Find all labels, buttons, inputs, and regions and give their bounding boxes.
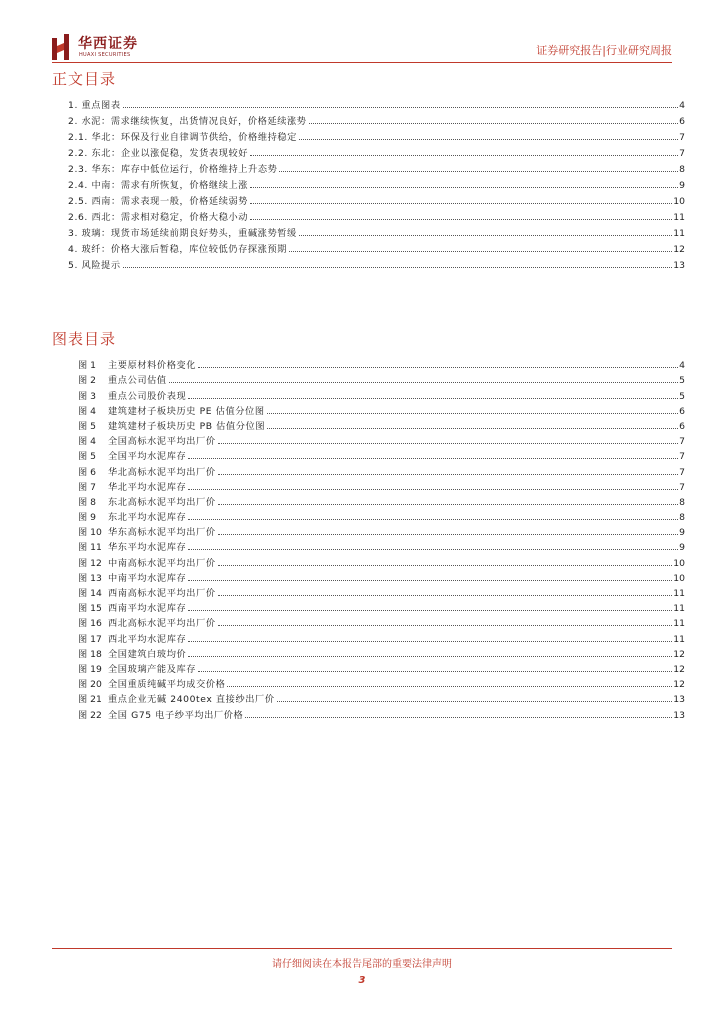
leader-dots <box>188 655 672 657</box>
figure-entry[interactable] <box>78 493 685 508</box>
legal-disclaimer: 请仔细阅读在本报告尾部的重要法律声明 <box>272 959 452 970</box>
toc-entry-label: 1. 重点图表 <box>68 100 121 111</box>
figure-number: 图 7 <box>78 481 96 493</box>
figure-label: 中南平均水泥库存 <box>108 572 187 584</box>
figure-entry[interactable] <box>78 629 685 644</box>
toc-entry[interactable] <box>68 143 685 159</box>
figure-number: 图 18 <box>78 648 102 660</box>
toc-entry-page: 4 <box>679 100 685 111</box>
leader-dots <box>299 234 672 236</box>
figure-entry[interactable] <box>78 584 685 599</box>
figure-page: 5 <box>679 390 685 402</box>
figure-number: 图 4 <box>78 436 96 448</box>
leader-dots <box>198 670 672 672</box>
page-number: 3 <box>358 975 366 986</box>
toc-entry-page: 7 <box>679 148 685 159</box>
leader-dots <box>188 609 672 611</box>
figure-number: 图 11 <box>78 542 102 554</box>
figure-page: 8 <box>679 496 685 508</box>
figure-entry[interactable] <box>78 508 685 523</box>
figures-list <box>78 356 685 721</box>
figure-entry[interactable] <box>78 462 685 477</box>
figure-number: 图 9 <box>78 512 96 524</box>
figure-page: 11 <box>673 603 685 615</box>
figure-number: 图 19 <box>78 663 102 675</box>
figure-label: 全国 G75 电子纱平均出厂价格 <box>108 709 244 721</box>
leader-dots <box>289 250 672 252</box>
leader-dots <box>188 579 672 581</box>
leader-dots <box>250 186 678 188</box>
leader-dots <box>227 685 672 687</box>
huaxi-logo-icon <box>52 34 72 60</box>
figure-number: 图 17 <box>78 633 102 645</box>
toc-entry[interactable] <box>68 111 685 127</box>
figure-page: 7 <box>679 451 685 463</box>
figure-label: 西北平均水泥库存 <box>108 633 187 645</box>
figure-page: 8 <box>679 512 685 524</box>
figure-page: 7 <box>679 481 685 493</box>
logo-text: 华西证券 <box>78 36 138 52</box>
toc-entry-page: 11 <box>673 228 685 239</box>
toc-entry[interactable] <box>68 207 685 223</box>
leader-dots <box>250 154 678 156</box>
leader-dots <box>188 457 678 459</box>
figure-entry[interactable] <box>78 614 685 629</box>
figure-label: 重点公司股价表现 <box>108 390 187 402</box>
figure-number: 图 16 <box>78 618 102 630</box>
leader-dots <box>218 594 673 596</box>
toc-entry-label: 2.3. 华东：库存中低位运行，价格维持上升态势 <box>68 164 278 175</box>
figure-page: 11 <box>673 588 685 599</box>
figures-title: 图表目录 <box>52 330 117 348</box>
toc-entry[interactable] <box>68 159 685 175</box>
page-header <box>0 0 724 70</box>
toc-entry-page: 8 <box>679 164 685 175</box>
header-divider <box>52 62 672 63</box>
figure-label: 华北平均水泥库存 <box>108 481 187 493</box>
figure-entry[interactable] <box>78 417 685 432</box>
figure-label: 东北平均水泥库存 <box>108 512 187 524</box>
toc-entry[interactable] <box>68 255 685 271</box>
figure-label: 建筑建材子板块历史 PE 估值分位图 <box>108 405 265 417</box>
leader-dots <box>218 624 673 626</box>
figure-entry[interactable] <box>78 553 685 568</box>
figure-entry[interactable] <box>78 645 685 660</box>
leader-dots <box>218 503 678 505</box>
figure-label: 全国建筑白玻均价 <box>108 648 187 660</box>
logo-subtext: HUAXI SECURITIES <box>79 52 131 58</box>
leader-dots <box>245 716 672 718</box>
toc-entry[interactable] <box>68 175 685 191</box>
leader-dots <box>218 564 673 566</box>
figure-entry[interactable] <box>78 690 685 705</box>
toc-entry-label: 2.2. 东北：企业以涨促稳，发货表现较好 <box>68 148 249 159</box>
leader-dots <box>188 518 678 520</box>
figure-number: 图 5 <box>78 420 96 432</box>
figure-entry[interactable] <box>78 447 685 462</box>
toc-entry[interactable] <box>68 95 685 111</box>
toc-entry-label: 2.5. 西南：需求表现一般，价格延续弱势 <box>68 196 249 207</box>
figure-label: 主要原材料价格变化 <box>108 360 197 372</box>
toc-entry[interactable] <box>68 191 685 207</box>
figure-page: 13 <box>673 694 685 706</box>
leader-dots <box>123 266 673 268</box>
toc-entry-page: 9 <box>679 180 685 191</box>
figure-number: 图 12 <box>78 557 102 569</box>
leader-dots <box>198 366 678 368</box>
figure-number: 图 10 <box>78 527 102 539</box>
figure-page: 7 <box>679 436 685 448</box>
figure-page: 12 <box>673 679 685 691</box>
figure-label: 华北高标水泥平均出厂价 <box>108 466 216 478</box>
figure-number: 图 6 <box>78 466 96 478</box>
leader-dots <box>250 202 672 204</box>
toc-entry-label: 2.4. 中南：需求有所恢复，价格继续上涨 <box>68 180 249 191</box>
figure-entry[interactable] <box>78 675 685 690</box>
toc-entry-page: 6 <box>679 116 685 127</box>
figure-entry[interactable] <box>78 705 685 720</box>
figure-label: 华东高标水泥平均出厂价 <box>108 527 216 539</box>
figure-label: 全国重质纯碱平均成交价格 <box>108 679 226 691</box>
toc-entry-page: 13 <box>673 260 685 271</box>
figure-entry[interactable] <box>78 523 685 538</box>
toc-entry-label: 3. 玻璃：现货市场延续前期良好势头，重碱涨势暂缓 <box>68 228 297 239</box>
figure-label: 全国高标水泥平均出厂价 <box>108 436 216 448</box>
figure-entry[interactable] <box>78 538 685 553</box>
figure-entry[interactable] <box>78 402 685 417</box>
leader-dots <box>218 473 678 475</box>
figure-label: 西南高标水泥平均出厂价 <box>108 588 216 599</box>
toc-entry-page: 12 <box>673 244 685 255</box>
figure-page: 6 <box>679 405 685 417</box>
figure-number: 图 22 <box>78 709 102 721</box>
figure-entry[interactable] <box>78 660 685 675</box>
leader-dots <box>218 533 678 535</box>
leader-dots <box>267 427 678 429</box>
leader-dots <box>309 122 679 124</box>
figure-entry[interactable] <box>78 432 685 447</box>
leader-dots <box>123 106 679 108</box>
figure-number: 图 5 <box>78 451 96 463</box>
figure-number: 图 14 <box>78 588 102 599</box>
figure-page: 10 <box>673 572 685 584</box>
figure-number: 图 13 <box>78 572 102 584</box>
leader-dots <box>279 170 678 172</box>
toc-entry-label: 2.1. 华北：环保及行业自律调节供给，价格维持稳定 <box>68 132 297 143</box>
figure-label: 东北高标水泥平均出厂价 <box>108 496 216 508</box>
figure-page: 11 <box>673 633 685 645</box>
figure-number: 图 4 <box>78 405 96 417</box>
figure-entry[interactable] <box>78 371 685 386</box>
figure-page: 10 <box>673 557 685 569</box>
footer-divider <box>52 948 672 949</box>
leader-dots <box>188 548 678 550</box>
toc-entry-label: 2. 水泥：需求继续恢复，出货情况良好，价格延续涨势 <box>68 116 307 127</box>
toc-entry-page: 11 <box>673 212 685 223</box>
figure-page: 9 <box>679 527 685 539</box>
figure-label: 重点公司估值 <box>108 375 167 387</box>
figure-page: 6 <box>679 420 685 432</box>
leader-dots <box>277 700 673 702</box>
report-type: 证券研究报告|行业研究周报 <box>536 44 672 57</box>
figure-label: 重点企业无碱 2400tex 直接纱出厂价 <box>108 694 275 706</box>
leader-dots <box>299 138 678 140</box>
figure-label: 全国玻璃产能及库存 <box>108 663 197 675</box>
figure-number: 图 15 <box>78 603 102 615</box>
figure-page: 12 <box>673 648 685 660</box>
toc-title: 正文目录 <box>52 70 117 88</box>
figure-entry[interactable] <box>78 356 685 371</box>
figure-entry[interactable] <box>78 478 685 493</box>
figure-label: 西南平均水泥库存 <box>108 603 187 615</box>
toc-entry-label: 2.6. 西北：需求相对稳定，价格大稳小动 <box>68 212 249 223</box>
figure-number: 图 3 <box>78 390 96 402</box>
figure-number: 图 2 <box>78 375 96 387</box>
figure-label: 华东平均水泥库存 <box>108 542 187 554</box>
figure-entry[interactable] <box>78 386 685 401</box>
figure-label: 西北高标水泥平均出厂价 <box>108 618 216 630</box>
leader-dots <box>169 381 678 383</box>
toc-entry-page: 10 <box>673 196 685 207</box>
leader-dots <box>218 442 678 444</box>
toc-entry-page: 7 <box>679 132 685 143</box>
leader-dots <box>188 397 678 399</box>
toc-entry[interactable] <box>68 239 685 255</box>
figure-number: 图 20 <box>78 679 102 691</box>
figure-number: 图 21 <box>78 694 102 706</box>
figure-page: 9 <box>679 542 685 554</box>
toc-entry[interactable] <box>68 223 685 239</box>
figure-label: 建筑建材子板块历史 PB 估值分位图 <box>108 420 266 432</box>
figure-page: 12 <box>673 663 685 675</box>
toc-entry-label: 4. 玻纤：价格大涨后暂稳，库位较低仍存探涨预期 <box>68 244 288 255</box>
leader-dots <box>188 640 672 642</box>
figure-label: 中南高标水泥平均出厂价 <box>108 557 216 569</box>
figure-page: 11 <box>673 618 685 630</box>
figure-page: 4 <box>679 360 685 372</box>
figure-page: 5 <box>679 375 685 387</box>
leader-dots <box>267 412 679 414</box>
toc-entry[interactable] <box>68 127 685 143</box>
figure-number: 图 1 <box>78 360 96 372</box>
toc-entry-label: 5. 风险提示 <box>68 260 121 271</box>
figure-number: 图 8 <box>78 496 96 508</box>
figure-entry[interactable] <box>78 599 685 614</box>
figure-page: 7 <box>679 466 685 478</box>
leader-dots <box>250 218 672 220</box>
figure-label: 全国平均水泥库存 <box>108 451 187 463</box>
leader-dots <box>188 488 678 490</box>
figure-page: 13 <box>673 709 685 721</box>
toc-list <box>68 95 685 271</box>
figure-entry[interactable] <box>78 569 685 584</box>
